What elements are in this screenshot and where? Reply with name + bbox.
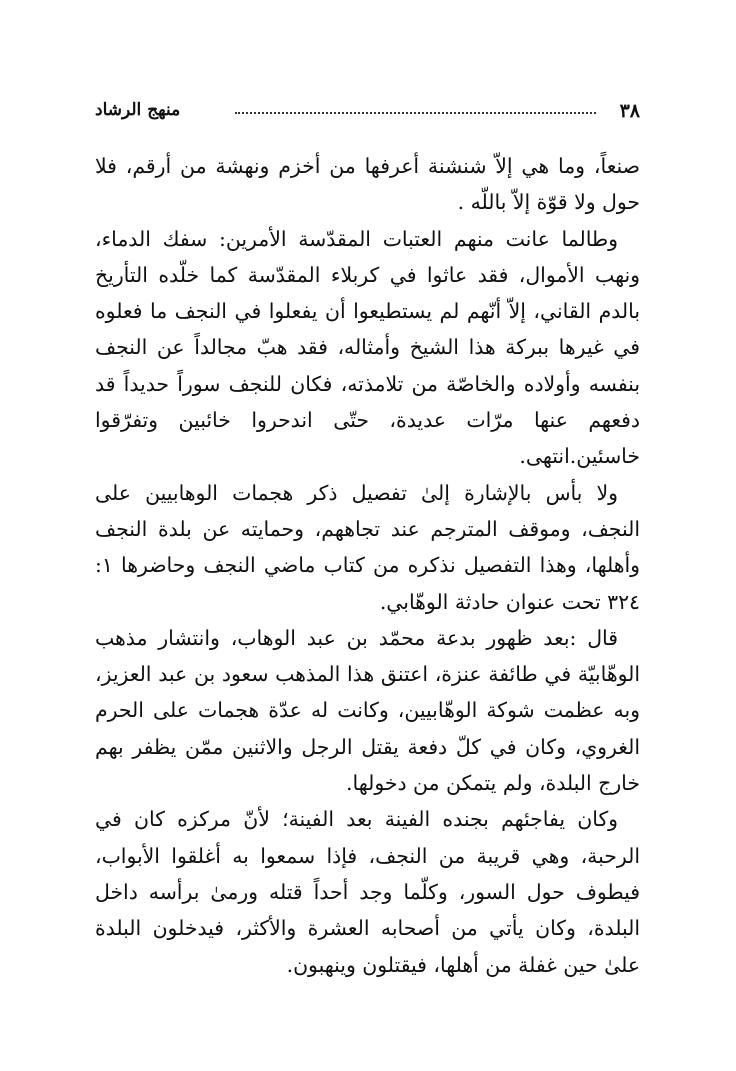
header-leader-dots xyxy=(235,112,596,114)
running-header xyxy=(95,88,640,148)
running-title: منهج الرشاد xyxy=(95,100,181,120)
page-body xyxy=(95,148,640,983)
paragraph: وكان يفاجئهم بجنده الفينة بعد الفينة؛ لأنّ مركزه كان في الرحبة، وهي قريبة من النجف، فإذا سمعوا به أغلقوا الأبواب، فيطوف حول السور، وكلّما وجد أحداً قتله ورمىٰ برأسه داخل البلدة، وكان يأتي من أصحابه العشرة والأكثر، فيدخلون البلدة علىٰ حين غفلة من أهلها، فيقتلون وينهبون. xyxy=(95,807,640,977)
paragraph: وطالما عانت منهم العتبات المقدّسة الأمرين: سفك الدماء، ونهب الأموال، فقد عاثوا في كربلاء المقدّسة كما خلّده التأريخ بالدم القاني، إلاّ أنّهم لم يستطيعوا أن يفعلوا في النجف ما فعلوه في غيرها ببركة هذا الشيخ وأمثاله، فقد هبّ مجالداً عن النجف بنفسه وأولاده والخاصّة من تلامذته، فكان للنجف سوراً حديداً قد دفعهم عنها مرّات عديدة، حتّى اندحروا خائبين وتفرّقوا خاسئين.انتهى. xyxy=(95,226,640,469)
book-page xyxy=(95,88,640,1028)
paragraph: ولا بأس بالإشارة إلىٰ تفصيل ذكر هجمات الوهابيين على النجف، وموقف المترجم عند تجاههم، وحمايته عن بلدة النجف وأهلها، وهذا التفصيل نذكره من كتاب ماضي النجف وحاضرها ١: ٣٢٤ تحت عنوان حادثة الوهّابي. xyxy=(95,480,640,614)
paragraph: قال :بعد ظهور بدعة محمّد بن عبد الوهاب، وانتشار مذهب الوهّابيّة في طائفة عنزة، اعتنق هذا المذهب سعود بن عبد العزيز، وبه عظمت شوكة الوهّابيين، وكانت له عدّة هجمات على الحرم الغروي، وكان في كلّ دفعة يقتل الرجل والاثنين ممّن يظفر بهم خارج البلدة، ولم يتمكن من دخولها. xyxy=(95,625,640,796)
page-number: ٣٨ xyxy=(619,100,640,122)
paragraph: صنعاً، وما هي إلاّ شنشنة أعرفها من أخزم ونهشة من أرقم، فلا حول ولا قوّة إلاّ باللّه . xyxy=(95,154,640,215)
